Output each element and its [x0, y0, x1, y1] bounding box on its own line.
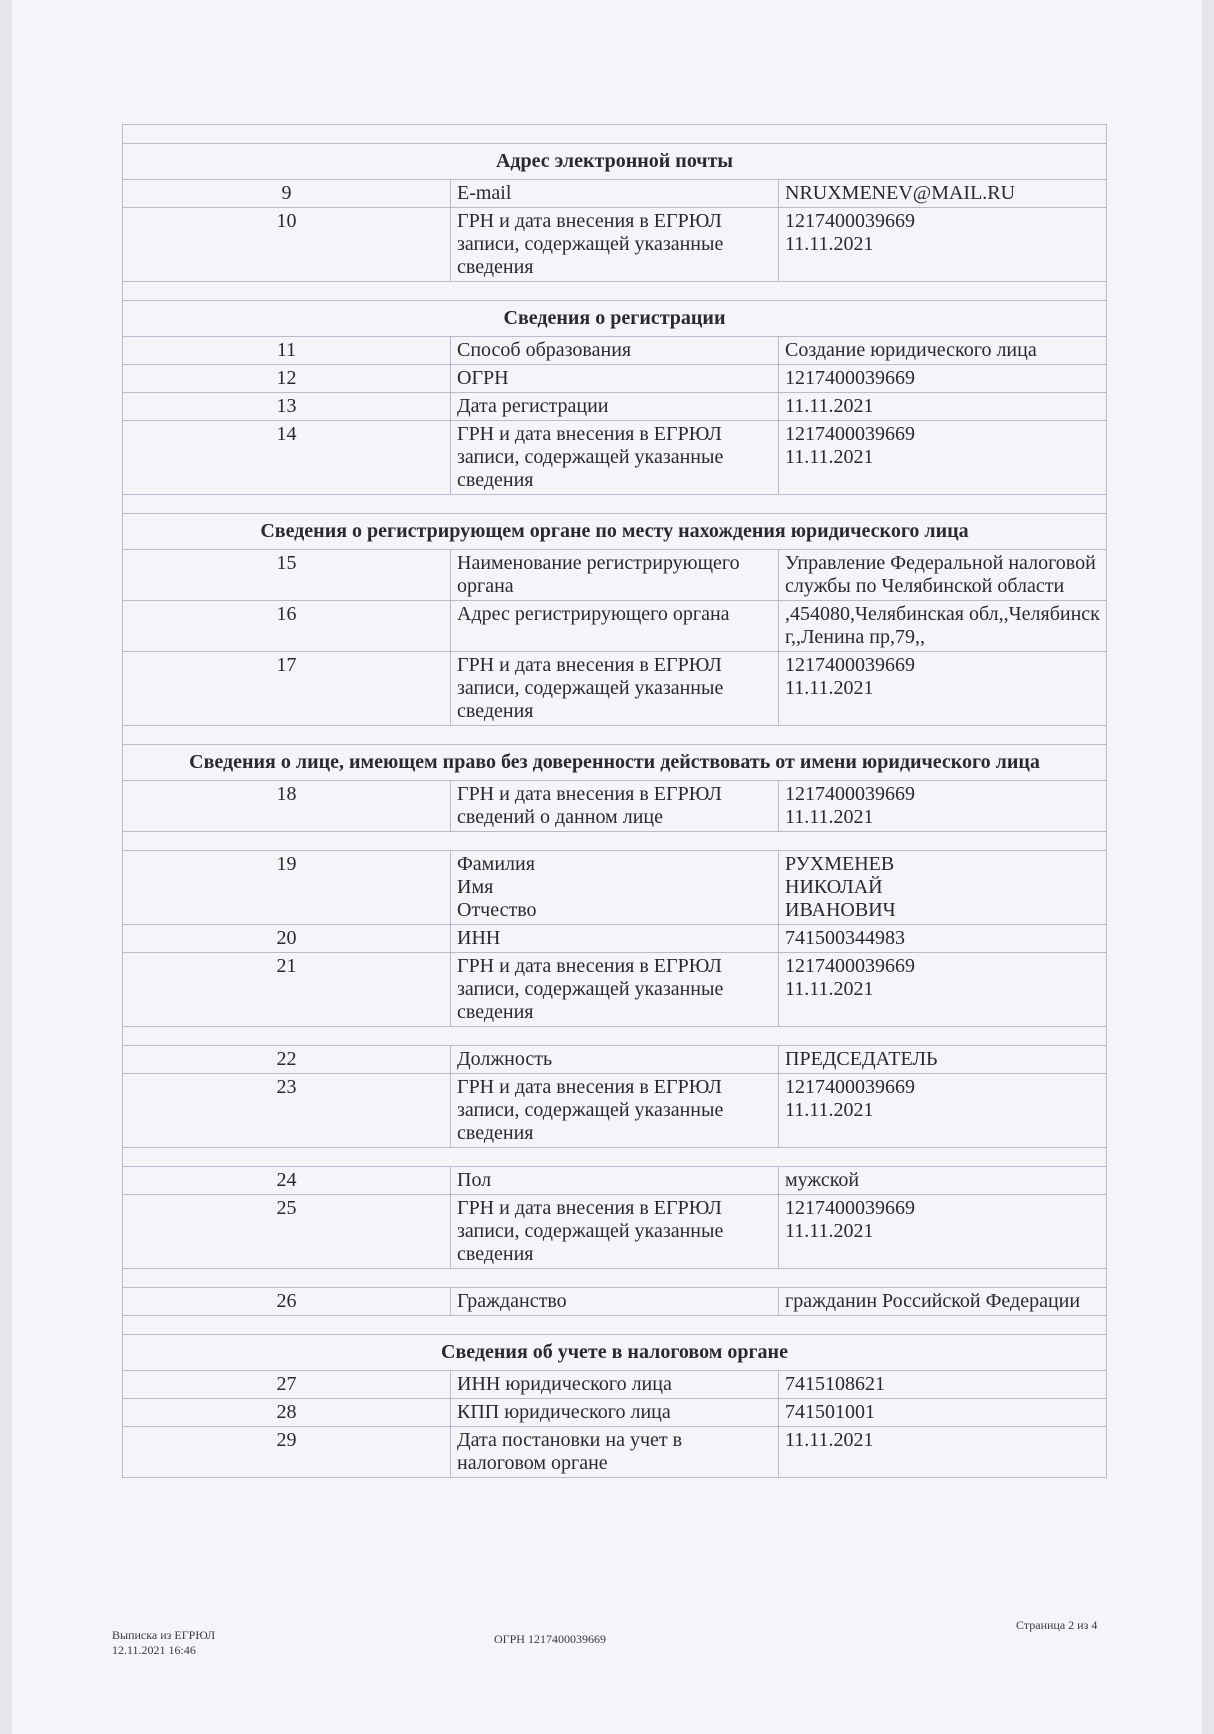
row-label: E-mail	[451, 180, 779, 208]
row-number: 18	[123, 781, 451, 832]
row-value: 11.11.2021	[779, 393, 1107, 421]
spacer-cell	[123, 1027, 1107, 1046]
section-header-row	[123, 301, 1107, 337]
row-label: ГРН и дата внесения в ЕГРЮЛ записи, содержащей указанные сведения	[451, 953, 779, 1027]
row-number: 17	[123, 652, 451, 726]
section-title: Сведения о регистрации	[123, 301, 1107, 337]
spacer-row	[123, 125, 1107, 144]
footer-extract-info	[112, 1628, 215, 1658]
row-value: 1217400039669 11.11.2021	[779, 1074, 1107, 1148]
row-label: Наименование регистрирующего органа	[451, 550, 779, 601]
row-number: 21	[123, 953, 451, 1027]
row-label: ОГРН	[451, 365, 779, 393]
row-number: 13	[123, 393, 451, 421]
row-value: мужской	[779, 1167, 1107, 1195]
spacer-row	[123, 832, 1107, 851]
spacer-row	[123, 726, 1107, 745]
table-row	[123, 1427, 1107, 1478]
table-row	[123, 925, 1107, 953]
spacer-cell	[123, 1316, 1107, 1335]
spacer-cell	[123, 1148, 1107, 1167]
section-title: Сведения о регистрирующем органе по месту нахождения юридического лица	[123, 514, 1107, 550]
spacer-cell	[123, 125, 1107, 144]
row-label: ГРН и дата внесения в ЕГРЮЛ записи, содержащей указанные сведения	[451, 421, 779, 495]
spacer-row	[123, 282, 1107, 301]
footer-extract-date: 12.11.2021 16:46	[112, 1643, 196, 1657]
spacer-cell	[123, 282, 1107, 301]
egrul-page	[122, 124, 1107, 1478]
row-label: Адрес регистрирующего органа	[451, 601, 779, 652]
row-label: Способ образования	[451, 337, 779, 365]
row-number: 26	[123, 1288, 451, 1316]
row-label: ГРН и дата внесения в ЕГРЮЛ записи, содержащей указанные сведения	[451, 208, 779, 282]
row-label: Должность	[451, 1046, 779, 1074]
row-number: 23	[123, 1074, 451, 1148]
row-number: 9	[123, 180, 451, 208]
row-number: 16	[123, 601, 451, 652]
spacer-cell	[123, 495, 1107, 514]
row-label: КПП юридического лица	[451, 1399, 779, 1427]
row-label: Дата постановки на учет в налоговом органе	[451, 1427, 779, 1478]
section-header-row	[123, 1335, 1107, 1371]
row-label: Дата регистрации	[451, 393, 779, 421]
section-header-row	[123, 745, 1107, 781]
row-value: 1217400039669 11.11.2021	[779, 1195, 1107, 1269]
spacer-row	[123, 1269, 1107, 1288]
table-row	[123, 1167, 1107, 1195]
table-row	[123, 337, 1107, 365]
spacer-row	[123, 1316, 1107, 1335]
row-value: 1217400039669 11.11.2021	[779, 652, 1107, 726]
row-number: 15	[123, 550, 451, 601]
table-row	[123, 1195, 1107, 1269]
row-label: Пол	[451, 1167, 779, 1195]
row-label: ГРН и дата внесения в ЕГРЮЛ записи, содержащей указанные сведения	[451, 1074, 779, 1148]
row-number: 14	[123, 421, 451, 495]
row-value: NRUXMENEV@MAIL.RU	[779, 180, 1107, 208]
row-value: 1217400039669 11.11.2021	[779, 781, 1107, 832]
row-number: 28	[123, 1399, 451, 1427]
row-number: 12	[123, 365, 451, 393]
table-row	[123, 421, 1107, 495]
row-value: ,454080,Челябинская обл,,Челябинск г,,Ленина пр,79,,	[779, 601, 1107, 652]
section-header-row	[123, 514, 1107, 550]
row-value: ПРЕДСЕДАТЕЛЬ	[779, 1046, 1107, 1074]
row-label: ИНН юридического лица	[451, 1371, 779, 1399]
row-value: 11.11.2021	[779, 1427, 1107, 1478]
row-label: ГРН и дата внесения в ЕГРЮЛ сведений о данном лице	[451, 781, 779, 832]
row-value: 1217400039669 11.11.2021	[779, 208, 1107, 282]
table-row	[123, 393, 1107, 421]
row-label: ГРН и дата внесения в ЕГРЮЛ записи, содержащей указанные сведения	[451, 652, 779, 726]
row-label: Гражданство	[451, 1288, 779, 1316]
section-title: Сведения об учете в налоговом органе	[123, 1335, 1107, 1371]
table-row	[123, 601, 1107, 652]
spacer-row	[123, 1027, 1107, 1046]
row-number: 19	[123, 851, 451, 925]
row-number: 22	[123, 1046, 451, 1074]
row-value: 741501001	[779, 1399, 1107, 1427]
table-row	[123, 365, 1107, 393]
row-value: 7415108621	[779, 1371, 1107, 1399]
spacer-cell	[123, 1269, 1107, 1288]
spacer-cell	[123, 832, 1107, 851]
row-value: 741500344983	[779, 925, 1107, 953]
row-number: 20	[123, 925, 451, 953]
table-row	[123, 1288, 1107, 1316]
egrul-table	[122, 124, 1107, 1478]
row-label: ГРН и дата внесения в ЕГРЮЛ записи, содержащей указанные сведения	[451, 1195, 779, 1269]
footer-page-number: Страница 2 из 4	[1016, 1618, 1098, 1632]
section-title: Адрес электронной почты	[123, 144, 1107, 180]
row-number: 27	[123, 1371, 451, 1399]
row-label: Фамилия Имя Отчество	[451, 851, 779, 925]
row-number: 29	[123, 1427, 451, 1478]
table-row	[123, 953, 1107, 1027]
row-number: 24	[123, 1167, 451, 1195]
row-value: Создание юридического лица	[779, 337, 1107, 365]
paper-sheet	[12, 0, 1202, 1734]
table-row	[123, 1046, 1107, 1074]
row-value: 1217400039669 11.11.2021	[779, 953, 1107, 1027]
row-number: 10	[123, 208, 451, 282]
footer-extract-title: Выписка из ЕГРЮЛ	[112, 1628, 216, 1642]
egrul-table-body	[123, 125, 1107, 1478]
row-value: гражданин Российской Федерации	[779, 1288, 1107, 1316]
section-title: Сведения о лице, имеющем право без доверенности действовать от имени юридического лица	[123, 745, 1107, 781]
table-row	[123, 851, 1107, 925]
row-value: 1217400039669 11.11.2021	[779, 421, 1107, 495]
row-label: ИНН	[451, 925, 779, 953]
table-row	[123, 1371, 1107, 1399]
footer-ogrn: ОГРН 1217400039669	[494, 1632, 606, 1646]
row-value: Управление Федеральной налоговой службы по Челябинской области	[779, 550, 1107, 601]
table-row	[123, 781, 1107, 832]
table-row	[123, 1074, 1107, 1148]
section-header-row	[123, 144, 1107, 180]
table-row	[123, 652, 1107, 726]
table-row	[123, 1399, 1107, 1427]
spacer-row	[123, 1148, 1107, 1167]
row-number: 11	[123, 337, 451, 365]
row-value: 1217400039669	[779, 365, 1107, 393]
row-value: РУХМЕНЕВ НИКОЛАЙ ИВАНОВИЧ	[779, 851, 1107, 925]
spacer-cell	[123, 726, 1107, 745]
spacer-row	[123, 495, 1107, 514]
table-row	[123, 180, 1107, 208]
row-number: 25	[123, 1195, 451, 1269]
table-row	[123, 208, 1107, 282]
table-row	[123, 550, 1107, 601]
